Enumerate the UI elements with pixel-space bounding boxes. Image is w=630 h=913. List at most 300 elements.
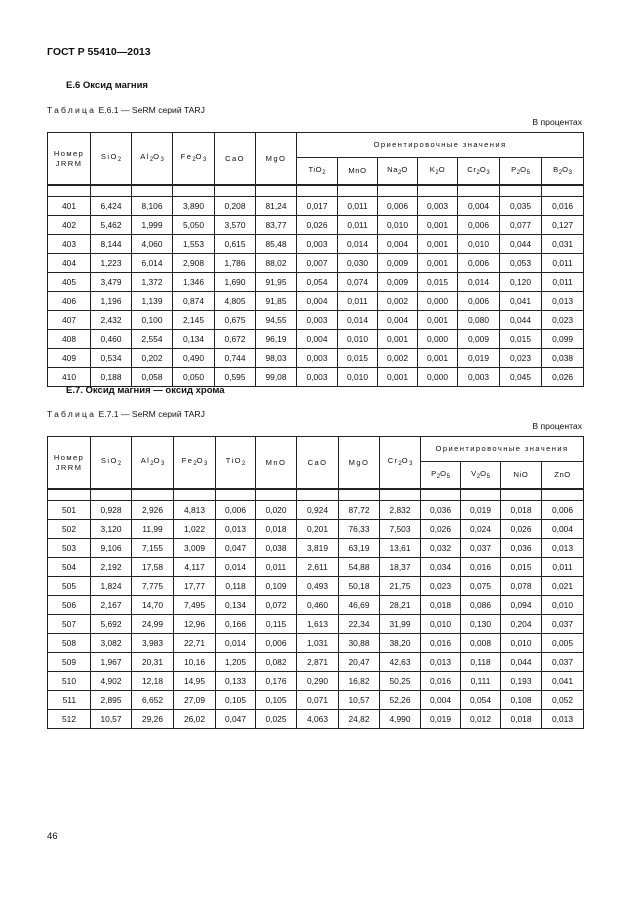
value-cell: 16,82 (339, 672, 380, 691)
value-cell: 0,013 (542, 292, 584, 311)
value-cell: 10,57 (339, 691, 380, 710)
table-caption-e6-1 (47, 105, 205, 115)
value-cell: 0,004 (378, 235, 418, 254)
value-cell: 0,018 (256, 520, 297, 539)
value-cell: 2,167 (91, 596, 132, 615)
row-number-cell: 504 (48, 558, 91, 577)
value-cell: 7,503 (380, 520, 421, 539)
row-number-cell: 512 (48, 710, 91, 729)
value-cell: 14,95 (174, 672, 216, 691)
value-cell: 0,010 (458, 235, 500, 254)
value-cell: 24,82 (339, 710, 380, 729)
header-main-col-1: $Al_2O_3$ (132, 437, 174, 490)
value-cell: 0,037 (461, 539, 501, 558)
value-cell: 0,001 (418, 349, 458, 368)
row-number-cell: 507 (48, 615, 91, 634)
value-cell: 30,88 (339, 634, 380, 653)
value-cell: 4,060 (132, 235, 173, 254)
value-cell: 0,047 (216, 710, 256, 729)
value-cell: 0,009 (378, 254, 418, 273)
value-cell: 29,26 (132, 710, 174, 729)
value-cell: 24,99 (132, 615, 174, 634)
value-cell: 5,462 (91, 216, 132, 235)
table-row (48, 292, 584, 311)
value-cell: 54,88 (339, 558, 380, 577)
value-cell: 0,041 (542, 672, 584, 691)
value-cell: 2,432 (91, 311, 132, 330)
value-cell: 1,223 (91, 254, 132, 273)
value-cell: 91,95 (256, 273, 297, 292)
value-cell: 0,019 (461, 501, 501, 520)
value-cell: 50,18 (339, 577, 380, 596)
header-main-col-3: TiO$_2$ (216, 437, 256, 490)
value-cell: 94,55 (256, 311, 297, 330)
value-cell: 0,013 (542, 710, 584, 729)
value-cell: 4,063 (297, 710, 339, 729)
table-row (48, 710, 584, 729)
value-cell: 0,002 (378, 292, 418, 311)
value-cell: 0,115 (256, 615, 297, 634)
row-number-cell: 401 (48, 197, 91, 216)
value-cell: 0,047 (216, 539, 256, 558)
table-caption-e7-1 (47, 409, 205, 419)
row-number-cell: 405 (48, 273, 91, 292)
value-cell: 0,201 (297, 520, 339, 539)
table-row (48, 558, 584, 577)
table-row (48, 672, 584, 691)
value-cell: 0,015 (500, 330, 542, 349)
value-cell: 0,074 (338, 273, 378, 292)
value-cell: 0,013 (421, 653, 461, 672)
value-cell: 26,02 (174, 710, 216, 729)
value-cell: 0,014 (458, 273, 500, 292)
value-cell: 2,832 (380, 501, 421, 520)
value-cell: 28,21 (380, 596, 421, 615)
table-row (48, 653, 584, 672)
header-main-col-7: $Cr_2O_3$ (380, 437, 421, 490)
value-cell: 0,011 (338, 197, 378, 216)
value-cell: 0,134 (216, 596, 256, 615)
value-cell: 0,080 (458, 311, 500, 330)
value-cell: 0,075 (461, 577, 501, 596)
value-cell: 0,004 (421, 691, 461, 710)
section-title-e6: Е.6 Оксид магния (66, 80, 148, 91)
table-row (48, 520, 584, 539)
value-cell: 0,038 (542, 349, 584, 368)
value-cell: 1,553 (173, 235, 215, 254)
table-e7-1 (47, 436, 584, 729)
row-number-cell: 506 (48, 596, 91, 615)
value-cell: 3,819 (297, 539, 339, 558)
table-row (48, 216, 584, 235)
value-cell: 0,202 (132, 349, 173, 368)
unit-note-e7-1: В процентах (532, 421, 582, 431)
header-group-col-3: $K_2O$ (418, 158, 458, 186)
value-cell: 2,871 (297, 653, 339, 672)
value-cell: 0,010 (338, 368, 378, 387)
value-cell: 0,006 (458, 254, 500, 273)
table-e6-1 (47, 132, 584, 387)
table-row (48, 311, 584, 330)
value-cell: 0,134 (173, 330, 215, 349)
header-group-col-0: $P_2O_5$ (421, 462, 461, 490)
value-cell: 0,193 (501, 672, 542, 691)
header-main-col-0: SiO$_2$ (91, 437, 132, 490)
value-cell: 4,813 (174, 501, 216, 520)
value-cell: 10,16 (174, 653, 216, 672)
value-cell: 31,99 (380, 615, 421, 634)
row-number-cell: 404 (48, 254, 91, 273)
table-row (48, 615, 584, 634)
value-cell: 0,018 (421, 596, 461, 615)
value-cell: 14,70 (132, 596, 174, 615)
value-cell: 1,613 (297, 615, 339, 634)
header-group-approximate-values: Ориентировочные значения (297, 133, 584, 158)
value-cell: 0,744 (215, 349, 256, 368)
value-cell: 0,023 (542, 311, 584, 330)
value-cell: 0,100 (132, 311, 173, 330)
row-number-cell: 406 (48, 292, 91, 311)
value-cell: 0,054 (461, 691, 501, 710)
value-cell: 0,000 (418, 330, 458, 349)
value-cell: 0,037 (542, 653, 584, 672)
header-group-col-5: $P_2O_5$ (500, 158, 542, 186)
value-cell: 13,61 (380, 539, 421, 558)
value-cell: 0,034 (421, 558, 461, 577)
page-number: 46 (47, 831, 58, 842)
value-cell: 0,041 (500, 292, 542, 311)
value-cell: 0,011 (542, 273, 584, 292)
header-group-col-1: $V_2O_5$ (461, 462, 501, 490)
row-number-cell: 410 (48, 368, 91, 387)
value-cell: 0,045 (500, 368, 542, 387)
row-number-cell: 409 (48, 349, 91, 368)
value-cell: 0,038 (256, 539, 297, 558)
value-cell: 6,652 (132, 691, 174, 710)
value-cell: 0,086 (461, 596, 501, 615)
value-cell: 0,460 (91, 330, 132, 349)
value-cell: 0,493 (297, 577, 339, 596)
value-cell: 83,77 (256, 216, 297, 235)
value-cell: 3,479 (91, 273, 132, 292)
value-cell: 0,006 (216, 501, 256, 520)
value-cell: 0,011 (338, 292, 378, 311)
value-cell: 76,33 (339, 520, 380, 539)
value-cell: 0,013 (542, 539, 584, 558)
value-cell: 0,050 (173, 368, 215, 387)
value-cell: 0,010 (378, 216, 418, 235)
value-cell: 7,495 (174, 596, 216, 615)
value-cell: 0,111 (461, 672, 501, 691)
value-cell: 0,166 (216, 615, 256, 634)
table-row (48, 368, 584, 387)
document-header: ГОСТ Р 55410—2013 (47, 46, 151, 58)
value-cell: 10,57 (91, 710, 132, 729)
value-cell: 0,005 (542, 634, 584, 653)
value-cell: 4,902 (91, 672, 132, 691)
row-number-cell: 509 (48, 653, 91, 672)
value-cell: 0,595 (215, 368, 256, 387)
value-cell: 0,133 (216, 672, 256, 691)
value-cell: 1,999 (132, 216, 173, 235)
value-cell: 0,001 (418, 216, 458, 235)
value-cell: 0,015 (501, 558, 542, 577)
value-cell: 17,77 (174, 577, 216, 596)
value-cell: 0,007 (297, 254, 338, 273)
table-row (48, 349, 584, 368)
value-cell: 0,014 (338, 235, 378, 254)
value-cell: 0,008 (461, 634, 501, 653)
table-row (48, 501, 584, 520)
value-cell: 0,011 (542, 558, 584, 577)
value-cell: 0,019 (421, 710, 461, 729)
value-cell: 0,013 (216, 520, 256, 539)
value-cell: 1,196 (91, 292, 132, 311)
value-cell: 0,002 (378, 349, 418, 368)
value-cell: 52,26 (380, 691, 421, 710)
table-row (48, 254, 584, 273)
value-cell: 0,026 (297, 216, 338, 235)
value-cell: 2,895 (91, 691, 132, 710)
row-number-cell: 510 (48, 672, 91, 691)
row-number-cell: 505 (48, 577, 91, 596)
value-cell: 0,208 (215, 197, 256, 216)
value-cell: 1,139 (132, 292, 173, 311)
value-cell: 0,001 (378, 368, 418, 387)
value-cell: 0,010 (501, 634, 542, 653)
value-cell: 2,926 (132, 501, 174, 520)
value-cell: 0,094 (501, 596, 542, 615)
value-cell: 3,009 (174, 539, 216, 558)
value-cell: 0,016 (542, 197, 584, 216)
value-cell: 0,176 (256, 672, 297, 691)
header-main-col-4: MnO (256, 437, 297, 490)
value-cell: 50,25 (380, 672, 421, 691)
value-cell: 27,09 (174, 691, 216, 710)
value-cell: 0,003 (297, 311, 338, 330)
value-cell: 6,014 (132, 254, 173, 273)
value-cell: 0,003 (297, 368, 338, 387)
value-cell: 0,003 (458, 368, 500, 387)
value-cell: 0,000 (418, 368, 458, 387)
value-cell: 1,824 (91, 577, 132, 596)
value-cell: 5,050 (173, 216, 215, 235)
value-cell: 0,615 (215, 235, 256, 254)
value-cell: 0,014 (216, 634, 256, 653)
value-cell: 98,03 (256, 349, 297, 368)
value-cell: 0,016 (421, 672, 461, 691)
value-cell: 0,054 (297, 273, 338, 292)
value-cell: 0,071 (297, 691, 339, 710)
value-cell: 0,204 (501, 615, 542, 634)
header-group-approximate-values: Ориентировочные значения (421, 437, 584, 462)
value-cell: 0,015 (418, 273, 458, 292)
section-title-e7: Е.7. Оксид магния — оксид хрома (66, 385, 225, 396)
value-cell: 0,010 (421, 615, 461, 634)
value-cell: 91,85 (256, 292, 297, 311)
value-cell: 3,890 (173, 197, 215, 216)
value-cell: 0,490 (173, 349, 215, 368)
header-main-col-2: $Fe_2O_3$ (174, 437, 216, 490)
value-cell: 0,031 (542, 235, 584, 254)
value-cell: 0,118 (461, 653, 501, 672)
value-cell: 2,908 (173, 254, 215, 273)
value-cell: 0,001 (418, 254, 458, 273)
value-cell: 0,052 (542, 691, 584, 710)
header-group-col-2: NiO (501, 462, 542, 490)
caption-text: Е.7.1 — SeRM серий TARJ (96, 409, 205, 419)
value-cell: 63,19 (339, 539, 380, 558)
value-cell: 0,072 (256, 596, 297, 615)
value-cell: 8,144 (91, 235, 132, 254)
value-cell: 0,044 (500, 311, 542, 330)
value-cell: 4,805 (215, 292, 256, 311)
header-main-col-1: $Al_2O_3$ (132, 133, 173, 186)
row-number-cell: 511 (48, 691, 91, 710)
value-cell: 0,672 (215, 330, 256, 349)
value-cell: 21,75 (380, 577, 421, 596)
value-cell: 9,106 (91, 539, 132, 558)
value-cell: 2,611 (297, 558, 339, 577)
value-cell: 38,20 (380, 634, 421, 653)
header-main-col-2: $Fe_2O_3$ (173, 133, 215, 186)
value-cell: 4,990 (380, 710, 421, 729)
value-cell: 20,31 (132, 653, 174, 672)
value-cell: 0,037 (542, 615, 584, 634)
value-cell: 1,967 (91, 653, 132, 672)
value-cell: 0,023 (500, 349, 542, 368)
value-cell: 7,775 (132, 577, 174, 596)
value-cell: 0,015 (338, 349, 378, 368)
table-row (48, 235, 584, 254)
table-row (48, 197, 584, 216)
value-cell: 0,004 (297, 330, 338, 349)
header-main-col-4: MgO (256, 133, 297, 186)
value-cell: 0,188 (91, 368, 132, 387)
value-cell: 0,109 (256, 577, 297, 596)
header-group-col-3: ZnO (542, 462, 584, 490)
header-main-col-0: SiO$_2$ (91, 133, 132, 186)
value-cell: 0,019 (458, 349, 500, 368)
value-cell: 0,018 (501, 501, 542, 520)
value-cell: 0,006 (458, 292, 500, 311)
caption-word: Таблица (47, 409, 97, 419)
value-cell: 12,96 (174, 615, 216, 634)
value-cell: 81,24 (256, 197, 297, 216)
value-cell: 0,127 (542, 216, 584, 235)
value-cell: 0,001 (418, 311, 458, 330)
value-cell: 1,786 (215, 254, 256, 273)
value-cell: 42,63 (380, 653, 421, 672)
value-cell: 0,009 (458, 330, 500, 349)
row-number-cell: 508 (48, 634, 91, 653)
caption-word: Таблица (47, 105, 97, 115)
value-cell: 0,290 (297, 672, 339, 691)
value-cell: 0,118 (216, 577, 256, 596)
value-cell: 0,026 (542, 368, 584, 387)
value-cell: 0,009 (378, 273, 418, 292)
value-cell: 17,58 (132, 558, 174, 577)
value-cell: 0,011 (542, 254, 584, 273)
value-cell: 0,010 (338, 330, 378, 349)
header-number-jrrm: Номер JRRM (48, 133, 91, 186)
value-cell: 0,003 (418, 197, 458, 216)
header-group-col-6: $B_2O_3$ (542, 158, 584, 186)
table-row (48, 539, 584, 558)
value-cell: 1,022 (174, 520, 216, 539)
value-cell: 0,001 (418, 235, 458, 254)
row-number-cell: 408 (48, 330, 91, 349)
value-cell: 0,021 (542, 577, 584, 596)
value-cell: 0,001 (378, 330, 418, 349)
row-number-cell: 503 (48, 539, 91, 558)
value-cell: 0,011 (338, 216, 378, 235)
value-cell: 4,117 (174, 558, 216, 577)
value-cell: 0,006 (256, 634, 297, 653)
value-cell: 0,534 (91, 349, 132, 368)
value-cell: 1,031 (297, 634, 339, 653)
value-cell: 0,077 (500, 216, 542, 235)
row-number-cell: 407 (48, 311, 91, 330)
table-row (48, 691, 584, 710)
value-cell: 0,032 (421, 539, 461, 558)
value-cell: 0,874 (173, 292, 215, 311)
header-main-col-6: MgO (339, 437, 380, 490)
header-group-col-4: $Cr_2O_3$ (458, 158, 500, 186)
value-cell: 0,120 (500, 273, 542, 292)
value-cell: 0,030 (338, 254, 378, 273)
value-cell: 0,004 (378, 311, 418, 330)
header-group-col-2: $Na_2O$ (378, 158, 418, 186)
value-cell: 0,020 (256, 501, 297, 520)
value-cell: 0,044 (500, 235, 542, 254)
value-cell: 0,053 (500, 254, 542, 273)
value-cell: 0,078 (501, 577, 542, 596)
value-cell: 87,72 (339, 501, 380, 520)
caption-text: Е.6.1 — SeRM серий TARJ (96, 105, 205, 115)
value-cell: 0,003 (297, 235, 338, 254)
value-cell: 0,006 (458, 216, 500, 235)
value-cell: 22,34 (339, 615, 380, 634)
row-number-cell: 402 (48, 216, 91, 235)
value-cell: 0,006 (542, 501, 584, 520)
header-group-col-1: MnO (338, 158, 378, 186)
value-cell: 2,192 (91, 558, 132, 577)
value-cell: 0,018 (501, 710, 542, 729)
value-cell: 0,023 (421, 577, 461, 596)
value-cell: 0,099 (542, 330, 584, 349)
value-cell: 2,554 (132, 330, 173, 349)
value-cell: 0,024 (461, 520, 501, 539)
row-number-cell: 403 (48, 235, 91, 254)
value-cell: 12,18 (132, 672, 174, 691)
value-cell: 85,48 (256, 235, 297, 254)
value-cell: 46,69 (339, 596, 380, 615)
value-cell: 3,120 (91, 520, 132, 539)
value-cell: 0,000 (418, 292, 458, 311)
value-cell: 0,035 (500, 197, 542, 216)
value-cell: 0,026 (501, 520, 542, 539)
value-cell: 96,19 (256, 330, 297, 349)
value-cell: 99,08 (256, 368, 297, 387)
table-row (48, 577, 584, 596)
value-cell: 0,026 (421, 520, 461, 539)
value-cell: 0,004 (297, 292, 338, 311)
value-cell: 2,145 (173, 311, 215, 330)
value-cell: 0,010 (542, 596, 584, 615)
value-cell: 0,130 (461, 615, 501, 634)
value-cell: 0,016 (461, 558, 501, 577)
